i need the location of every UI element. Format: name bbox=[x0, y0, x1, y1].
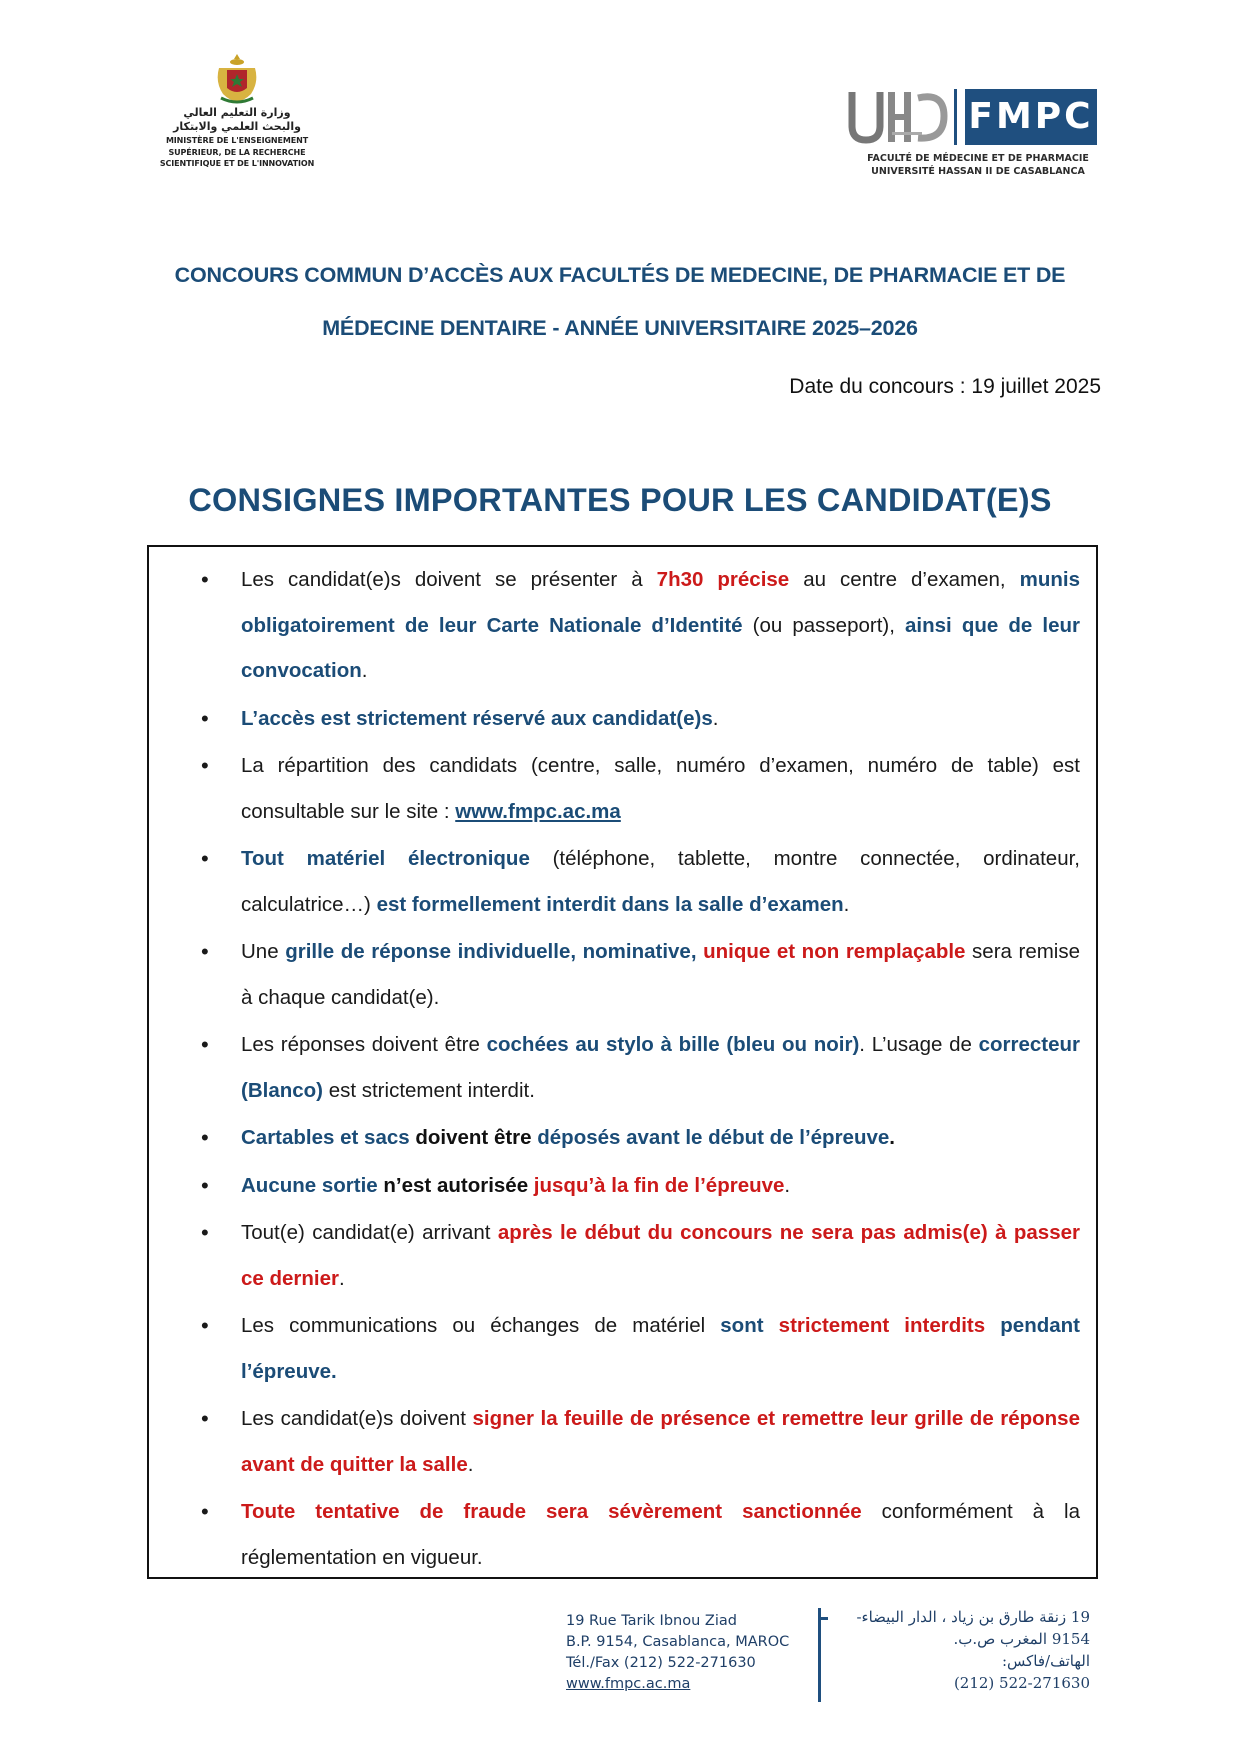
bullet-icon: • bbox=[201, 705, 209, 731]
instruction-text: . bbox=[843, 892, 850, 916]
bullet-icon: • bbox=[201, 1220, 209, 1245]
instruction-item bbox=[201, 1396, 1080, 1487]
bullet-icon: • bbox=[201, 1032, 209, 1057]
instruction-text: munis obligatoirement de leur Carte Nationale d’Identité bbox=[241, 568, 1080, 637]
ministry-name-french-3: SCIENTIFIQUE ET DE L'INNOVATION bbox=[159, 159, 315, 168]
instruction-item bbox=[201, 557, 1080, 694]
instruction-item bbox=[201, 1022, 1080, 1113]
bullet-icon: • bbox=[201, 567, 209, 592]
instruction-item bbox=[201, 1115, 1080, 1161]
instruction-text: . L’usage de bbox=[859, 1033, 979, 1056]
bullet-icon: • bbox=[201, 1172, 209, 1198]
instructions-heading: CONSIGNES IMPORTANTES POUR LES CANDIDAT(E)S bbox=[188, 482, 1052, 518]
instruction-item bbox=[201, 929, 1081, 1020]
instruction-text: (ou passeport), bbox=[742, 613, 906, 637]
bullet-icon: • bbox=[201, 1313, 209, 1338]
instruction-text: Les communications ou échanges de matériel bbox=[241, 1314, 721, 1337]
bullet-icon: • bbox=[201, 1499, 209, 1524]
instruction-text: sont bbox=[720, 1314, 779, 1337]
document-title-line1: CONCOURS COMMUN D’ACCÈS AUX FACULTÉS DE MEDECINE, DE PHARMACIE ET DE bbox=[174, 263, 1066, 287]
instruction-text: grille de réponse individuelle, nominative, bbox=[285, 940, 704, 963]
university-name: UNIVERSITÉ HASSAN II DE CASABLANCA bbox=[871, 166, 1085, 177]
instruction-text: correcteur (Blanco) bbox=[241, 1033, 1080, 1102]
instruction-text: Cartables et sacs bbox=[241, 1126, 416, 1149]
instruction-text: sera remise à chaque candidat(e). bbox=[241, 940, 1081, 1009]
instruction-item bbox=[201, 696, 1080, 742]
instruction-text: doivent être bbox=[415, 1126, 538, 1149]
footer-divider-tick bbox=[818, 1617, 828, 1620]
instruction-text: au centre d’examen, bbox=[789, 568, 1020, 591]
footer-po-box: B.P. 9154, Casablanca, MAROC bbox=[566, 1634, 790, 1650]
instruction-text: L’accès est strictement réservé aux candidat(e)s bbox=[241, 706, 713, 730]
instruction-text: Tout(e) candidat(e) arrivant bbox=[241, 1221, 498, 1244]
footer-ar-phone-label: الهاتف/فاكس: bbox=[1001, 1652, 1090, 1670]
ministry-name-arabic-1: وزارة التعليم العالي bbox=[183, 106, 291, 119]
footer-divider bbox=[818, 1608, 821, 1702]
bullet-icon: • bbox=[201, 939, 209, 964]
instruction-text: unique et non remplaçable bbox=[703, 940, 966, 963]
instruction-text: . bbox=[712, 706, 719, 730]
exam-date: Date du concours : 19 juillet 2025 bbox=[789, 375, 1101, 398]
instructions-box bbox=[147, 545, 1098, 1579]
footer-address-arabic bbox=[830, 1606, 1090, 1694]
instruction-text: après le début du concours ne sera pas admis(e) à passer ce dernier bbox=[241, 1221, 1080, 1290]
instruction-text: . bbox=[784, 1173, 791, 1197]
bullet-icon: • bbox=[201, 846, 209, 871]
ministry-name-french-2: SUPÉRIEUR, DE LA RECHERCHE bbox=[168, 147, 306, 157]
instruction-text: . bbox=[339, 1266, 345, 1290]
instruction-text: Tout matériel électronique bbox=[241, 847, 530, 870]
instruction-text: cochées au stylo à bille (bleu ou noir) bbox=[486, 1033, 860, 1056]
footer-ar-po-box: 9154 المغرب ص.ب. bbox=[953, 1630, 1090, 1648]
ministry-name-french-1: MINISTÈRE DE L'ENSEIGNEMENT bbox=[165, 136, 309, 145]
footer-ar-phone: (212) 522-271630 bbox=[953, 1674, 1090, 1692]
instruction-text: Les candidat(e)s doivent se présenter à bbox=[241, 568, 657, 591]
instruction-text: Aucune sortie bbox=[241, 1173, 378, 1197]
instruction-text: strictement interdits bbox=[778, 1314, 986, 1337]
ministry-name-arabic-2: والبحث العلمي والابتكار bbox=[173, 120, 301, 133]
instruction-text: Les candidat(e)s doivent bbox=[241, 1407, 473, 1430]
bullet-icon: • bbox=[201, 1406, 209, 1431]
footer-website-link[interactable]: www.fmpc.ac.ma bbox=[566, 1676, 691, 1692]
fmpc-logo-block bbox=[848, 88, 1098, 178]
instruction-item bbox=[201, 743, 1080, 834]
ministry-logo-block bbox=[152, 52, 322, 169]
instructions-list bbox=[149, 547, 1096, 1580]
instruction-text: . bbox=[467, 1452, 474, 1476]
instruction-text: n’est autorisée bbox=[377, 1173, 534, 1197]
instruction-item bbox=[201, 1163, 1080, 1209]
instruction-text: est formellement interdit dans la salle d’examen bbox=[376, 892, 844, 916]
instruction-text: pendant l’épreuve. bbox=[241, 1314, 1081, 1383]
instruction-text: . bbox=[889, 1126, 895, 1149]
instruction-text: jusqu’à la fin de l’épreuve bbox=[533, 1173, 785, 1197]
instruction-text: ainsi que de leur convocation bbox=[241, 613, 1080, 682]
footer-phone: Tél./Fax (212) 522-271630 bbox=[566, 1655, 756, 1671]
footer-street: 19 Rue Tarik Ibnou Ziad bbox=[566, 1613, 737, 1629]
logo-separator bbox=[954, 89, 957, 145]
instruction-item bbox=[201, 1489, 1080, 1580]
instruction-text: La répartition des candidats (centre, salle, numéro d’examen, numéro de table) est consultable sur le site : bbox=[241, 754, 1080, 823]
bullet-icon: • bbox=[201, 753, 209, 778]
instruction-text: signer la feuille de présence et remettre leur grille de réponse avant de quitter la salle bbox=[241, 1407, 1080, 1476]
instruction-text: 7h30 précise bbox=[656, 568, 790, 591]
university-monogram-icon bbox=[848, 88, 948, 146]
document-title-line2: MÉDECINE DENTAIRE - ANNÉE UNIVERSITAIRE 2025–2026 bbox=[322, 316, 918, 340]
moroccan-emblem-icon bbox=[213, 52, 261, 106]
instruction-text: conformément à la réglementation en vigueur. bbox=[241, 1500, 1080, 1569]
website-link[interactable]: www.fmpc.ac.ma bbox=[455, 799, 621, 823]
instruction-item bbox=[201, 1303, 1081, 1394]
instruction-item bbox=[201, 836, 1081, 927]
instruction-text: . bbox=[361, 659, 368, 682]
instruction-item bbox=[201, 1210, 1080, 1301]
instruction-text: Toute tentative de fraude sera sévèrement sanctionnée bbox=[241, 1500, 862, 1523]
instruction-text: Les réponses doivent être bbox=[241, 1033, 487, 1056]
bullet-icon: • bbox=[201, 1125, 209, 1150]
faculty-name: FACULTÉ DE MÉDECINE ET DE PHARMACIE bbox=[867, 153, 1089, 164]
footer-ar-street: 19 زنقة طارق بن زياد ، الدار البيضاء- bbox=[856, 1608, 1090, 1626]
fmpc-badge: FMPC bbox=[965, 89, 1097, 145]
footer-address-french bbox=[566, 1611, 789, 1695]
instruction-text: déposés avant le début de l’épreuve bbox=[537, 1126, 890, 1149]
instruction-text: est strictement interdit. bbox=[323, 1078, 535, 1102]
instruction-text: Une bbox=[241, 940, 286, 963]
instruction-text: (téléphone, tablette, montre connectée, ordinateur, calculatrice…) bbox=[241, 847, 1081, 916]
